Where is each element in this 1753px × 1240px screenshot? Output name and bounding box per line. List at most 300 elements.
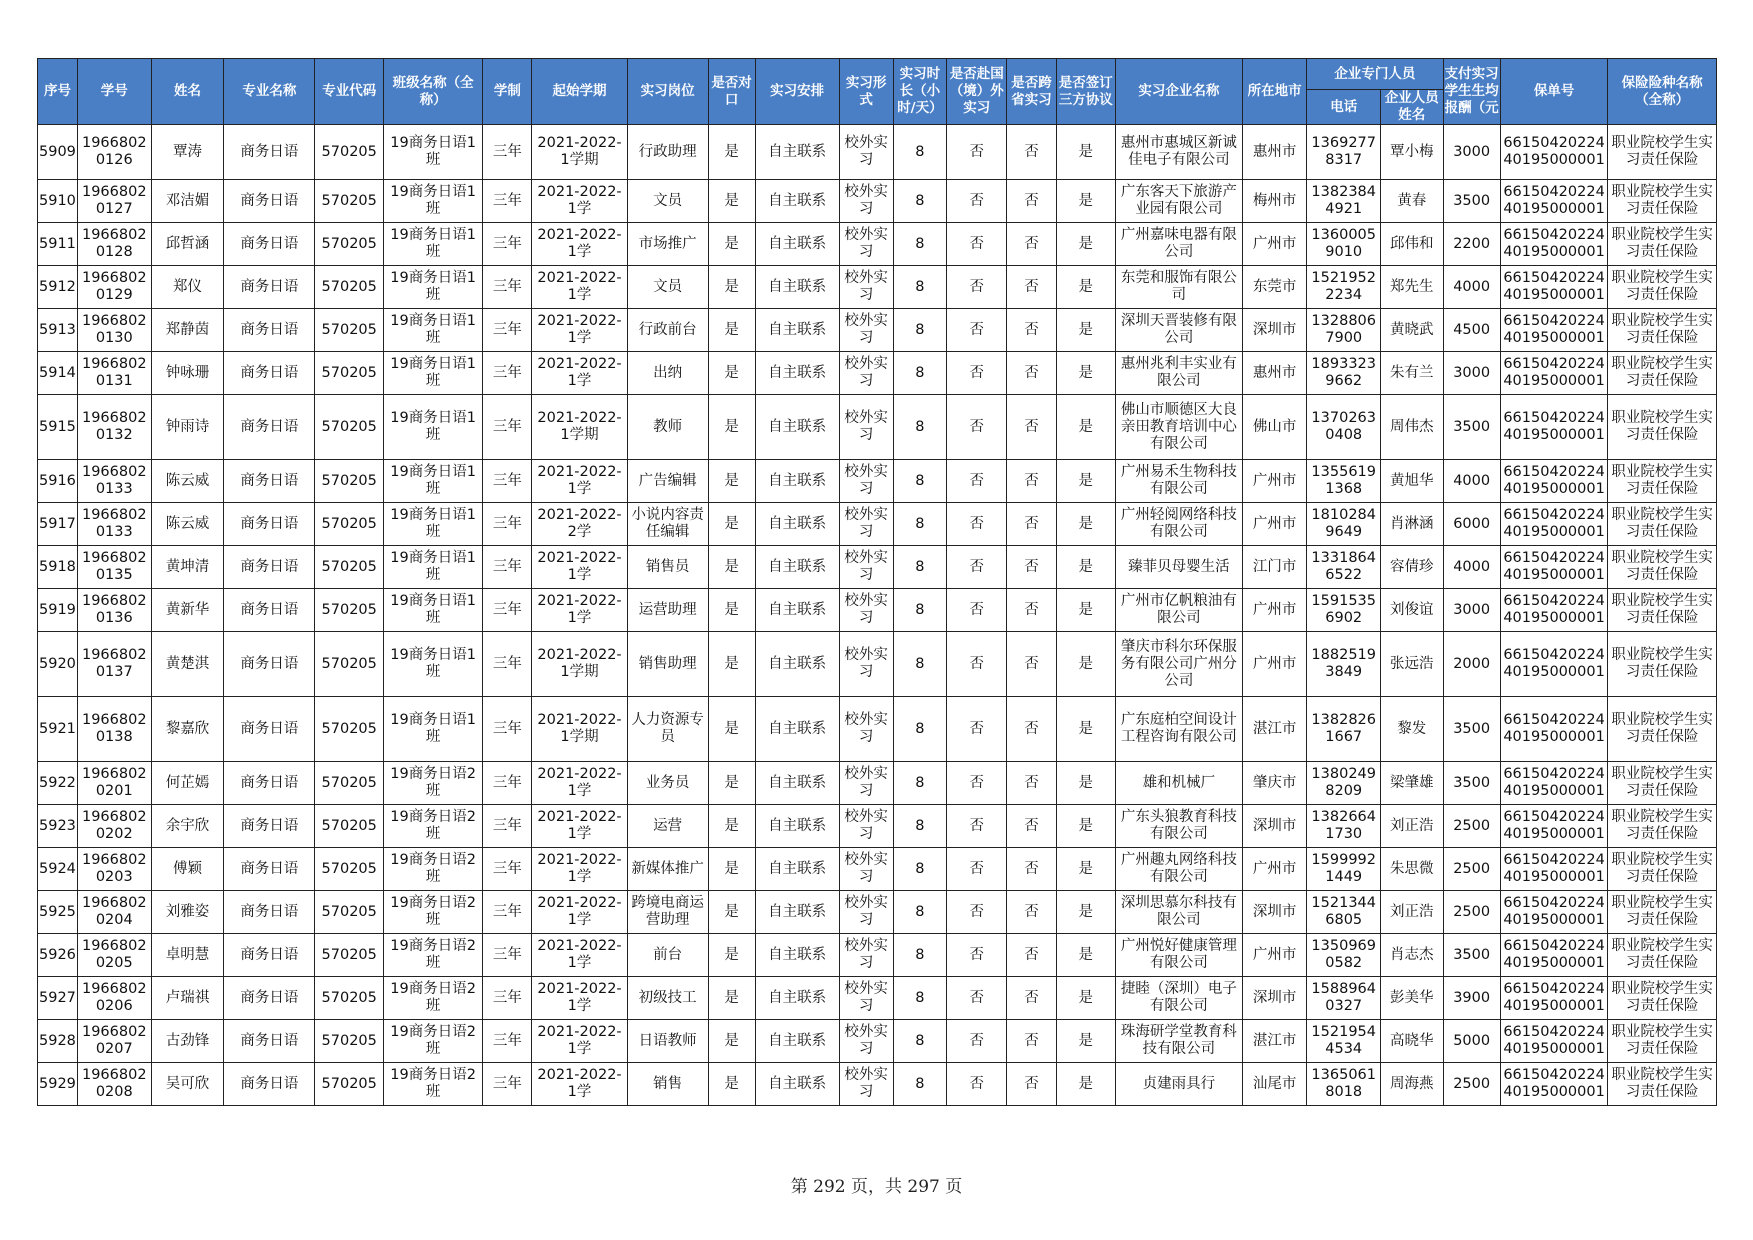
- duration-cell: 三年: [483, 546, 532, 589]
- position-cell: 小说内容责任编辑: [627, 503, 708, 546]
- class-cell: 19商务日语2班: [384, 934, 483, 977]
- staff-name-cell: 朱有兰: [1381, 352, 1443, 395]
- class-cell: 19商务日语2班: [384, 848, 483, 891]
- student-id-cell: 19668020130: [77, 309, 151, 352]
- table-row: [38, 503, 1717, 546]
- arrangement-cell: 自主联系: [755, 309, 839, 352]
- col-duration: 学制: [483, 59, 532, 125]
- city-cell: 广州市: [1242, 934, 1306, 977]
- form-cell: 校外实习: [839, 1020, 893, 1063]
- phone-cell: 13802498209: [1307, 762, 1381, 805]
- city-cell: 汕尾市: [1242, 1063, 1306, 1106]
- form-cell: 校外实习: [839, 503, 893, 546]
- cross-province-cell: 否: [1007, 125, 1056, 180]
- company-cell: 珠海研学堂教育科技有限公司: [1115, 1020, 1242, 1063]
- position-cell: 前台: [627, 934, 708, 977]
- class-cell: 19商务日语1班: [384, 309, 483, 352]
- student-id-cell: 19668020207: [77, 1020, 151, 1063]
- major-code-cell: 570205: [315, 848, 384, 891]
- insurance-cell: 职业院校学生实习责任保险: [1608, 125, 1717, 180]
- matched-cell: 是: [708, 266, 755, 309]
- insurance-cell: 职业院校学生实习责任保险: [1608, 503, 1717, 546]
- staff-name-cell: 容倩珍: [1381, 546, 1443, 589]
- name-cell: 陈云威: [151, 460, 224, 503]
- duration-cell: 三年: [483, 309, 532, 352]
- cross-province-cell: 否: [1007, 1020, 1056, 1063]
- col-insurance: 保险险种名称（全称）: [1608, 59, 1717, 125]
- duration-cell: 三年: [483, 1063, 532, 1106]
- matched-cell: 是: [708, 125, 755, 180]
- cross-province-cell: 否: [1007, 395, 1056, 460]
- table-row: [38, 848, 1717, 891]
- matched-cell: 是: [708, 1020, 755, 1063]
- name-cell: 何芷嫣: [151, 762, 224, 805]
- company-cell: 广州易禾生物科技有限公司: [1115, 460, 1242, 503]
- pay-cell: 2500: [1443, 848, 1500, 891]
- staff-name-cell: 郑先生: [1381, 266, 1443, 309]
- tripartite-cell: 是: [1056, 503, 1115, 546]
- matched-cell: 是: [708, 589, 755, 632]
- arrangement-cell: 自主联系: [755, 223, 839, 266]
- major-cell: 商务日语: [224, 395, 315, 460]
- staff-name-cell: 刘正浩: [1381, 805, 1443, 848]
- seq-cell: 5919: [38, 589, 78, 632]
- phone-cell: 13509690582: [1307, 934, 1381, 977]
- form-cell: 校外实习: [839, 223, 893, 266]
- policy-no-cell: 6615042022440195000001: [1500, 848, 1607, 891]
- seq-cell: 5915: [38, 395, 78, 460]
- major-code-cell: 570205: [315, 805, 384, 848]
- matched-cell: 是: [708, 352, 755, 395]
- arrangement-cell: 自主联系: [755, 460, 839, 503]
- phone-cell: 13823844921: [1307, 180, 1381, 223]
- major-code-cell: 570205: [315, 180, 384, 223]
- city-cell: 广州市: [1242, 632, 1306, 697]
- class-cell: 19商务日语1班: [384, 266, 483, 309]
- duration-cell: 三年: [483, 805, 532, 848]
- name-cell: 陈云威: [151, 503, 224, 546]
- company-cell: 广州嘉味电器有限公司: [1115, 223, 1242, 266]
- class-cell: 19商务日语1班: [384, 460, 483, 503]
- student-id-cell: 19668020206: [77, 977, 151, 1020]
- city-cell: 深圳市: [1242, 309, 1306, 352]
- tripartite-cell: 是: [1056, 180, 1115, 223]
- seq-cell: 5923: [38, 805, 78, 848]
- cross-province-cell: 否: [1007, 546, 1056, 589]
- position-cell: 广告编辑: [627, 460, 708, 503]
- city-cell: 广州市: [1242, 460, 1306, 503]
- position-cell: 人力资源专员: [627, 697, 708, 762]
- pay-cell: 3000: [1443, 125, 1500, 180]
- table-row: [38, 632, 1717, 697]
- matched-cell: 是: [708, 503, 755, 546]
- table-row: [38, 352, 1717, 395]
- form-cell: 校外实习: [839, 934, 893, 977]
- cross-province-cell: 否: [1007, 934, 1056, 977]
- form-cell: 校外实习: [839, 977, 893, 1020]
- phone-cell: 13600059010: [1307, 223, 1381, 266]
- insurance-cell: 职业院校学生实习责任保险: [1608, 1020, 1717, 1063]
- name-cell: 古劲锋: [151, 1020, 224, 1063]
- seq-cell: 5913: [38, 309, 78, 352]
- phone-cell: 18102849649: [1307, 503, 1381, 546]
- col-form: 实习形式: [839, 59, 893, 125]
- policy-no-cell: 6615042022440195000001: [1500, 891, 1607, 934]
- position-cell: 销售员: [627, 546, 708, 589]
- abroad-cell: 否: [947, 125, 1007, 180]
- table-row: [38, 589, 1717, 632]
- abroad-cell: 否: [947, 848, 1007, 891]
- matched-cell: 是: [708, 891, 755, 934]
- insurance-cell: 职业院校学生实习责任保险: [1608, 589, 1717, 632]
- table-row: [38, 891, 1717, 934]
- city-cell: 广州市: [1242, 848, 1306, 891]
- matched-cell: 是: [708, 180, 755, 223]
- form-cell: 校外实习: [839, 891, 893, 934]
- tripartite-cell: 是: [1056, 891, 1115, 934]
- company-cell: 佛山市顺德区大良亲田教育培训中心有限公司: [1115, 395, 1242, 460]
- hours-cell: 8: [893, 309, 946, 352]
- class-cell: 19商务日语1班: [384, 180, 483, 223]
- seq-cell: 5929: [38, 1063, 78, 1106]
- duration-cell: 三年: [483, 352, 532, 395]
- abroad-cell: 否: [947, 309, 1007, 352]
- arrangement-cell: 自主联系: [755, 632, 839, 697]
- hours-cell: 8: [893, 503, 946, 546]
- col-student-id: 学号: [77, 59, 151, 125]
- pay-cell: 3500: [1443, 395, 1500, 460]
- policy-no-cell: 6615042022440195000001: [1500, 309, 1607, 352]
- major-code-cell: 570205: [315, 266, 384, 309]
- form-cell: 校外实习: [839, 180, 893, 223]
- abroad-cell: 否: [947, 934, 1007, 977]
- company-cell: 广东头狼教育科技有限公司: [1115, 805, 1242, 848]
- major-cell: 商务日语: [224, 1020, 315, 1063]
- table-row: [38, 977, 1717, 1020]
- name-cell: 邱哲涵: [151, 223, 224, 266]
- student-id-cell: 19668020201: [77, 762, 151, 805]
- class-cell: 19商务日语2班: [384, 977, 483, 1020]
- city-cell: 湛江市: [1242, 1020, 1306, 1063]
- form-cell: 校外实习: [839, 309, 893, 352]
- matched-cell: 是: [708, 309, 755, 352]
- position-cell: 日语教师: [627, 1020, 708, 1063]
- policy-no-cell: 6615042022440195000001: [1500, 223, 1607, 266]
- tripartite-cell: 是: [1056, 460, 1115, 503]
- staff-name-cell: 肖志杰: [1381, 934, 1443, 977]
- matched-cell: 是: [708, 848, 755, 891]
- major-cell: 商务日语: [224, 697, 315, 762]
- abroad-cell: 否: [947, 632, 1007, 697]
- major-cell: 商务日语: [224, 848, 315, 891]
- cross-province-cell: 否: [1007, 1063, 1056, 1106]
- table-row: [38, 805, 1717, 848]
- major-code-cell: 570205: [315, 223, 384, 266]
- insurance-cell: 职业院校学生实习责任保险: [1608, 395, 1717, 460]
- table-row: [38, 309, 1717, 352]
- company-cell: 广州轻阅网络科技有限公司: [1115, 503, 1242, 546]
- major-cell: 商务日语: [224, 546, 315, 589]
- abroad-cell: 否: [947, 180, 1007, 223]
- position-cell: 销售助理: [627, 632, 708, 697]
- table-row: [38, 180, 1717, 223]
- student-id-cell: 19668020131: [77, 352, 151, 395]
- abroad-cell: 否: [947, 266, 1007, 309]
- major-cell: 商务日语: [224, 503, 315, 546]
- abroad-cell: 否: [947, 762, 1007, 805]
- cross-province-cell: 否: [1007, 309, 1056, 352]
- name-cell: 余宇欣: [151, 805, 224, 848]
- staff-name-cell: 黄晓武: [1381, 309, 1443, 352]
- policy-no-cell: 6615042022440195000001: [1500, 697, 1607, 762]
- cross-province-cell: 否: [1007, 977, 1056, 1020]
- pay-cell: 3500: [1443, 180, 1500, 223]
- col-staff-name: 企业人员姓名: [1381, 90, 1443, 125]
- student-id-cell: 19668020129: [77, 266, 151, 309]
- company-cell: 惠州市惠城区新诚佳电子有限公司: [1115, 125, 1242, 180]
- arrangement-cell: 自主联系: [755, 891, 839, 934]
- policy-no-cell: 6615042022440195000001: [1500, 1063, 1607, 1106]
- matched-cell: 是: [708, 762, 755, 805]
- insurance-cell: 职业院校学生实习责任保险: [1608, 762, 1717, 805]
- staff-name-cell: 覃小梅: [1381, 125, 1443, 180]
- cross-province-cell: 否: [1007, 589, 1056, 632]
- student-id-cell: 19668020127: [77, 180, 151, 223]
- position-cell: 运营助理: [627, 589, 708, 632]
- city-cell: 深圳市: [1242, 805, 1306, 848]
- name-cell: 黎嘉欣: [151, 697, 224, 762]
- duration-cell: 三年: [483, 977, 532, 1020]
- duration-cell: 三年: [483, 848, 532, 891]
- staff-name-cell: 肖淋涵: [1381, 503, 1443, 546]
- duration-cell: 三年: [483, 934, 532, 977]
- position-cell: 销售: [627, 1063, 708, 1106]
- major-code-cell: 570205: [315, 546, 384, 589]
- major-code-cell: 570205: [315, 1063, 384, 1106]
- student-id-cell: 19668020204: [77, 891, 151, 934]
- hours-cell: 8: [893, 632, 946, 697]
- insurance-cell: 职业院校学生实习责任保险: [1608, 266, 1717, 309]
- cross-province-cell: 否: [1007, 223, 1056, 266]
- phone-cell: 13828261667: [1307, 697, 1381, 762]
- insurance-cell: 职业院校学生实习责任保险: [1608, 891, 1717, 934]
- phone-cell: 15219544534: [1307, 1020, 1381, 1063]
- table-row: [38, 697, 1717, 762]
- major-code-cell: 570205: [315, 891, 384, 934]
- position-cell: 文员: [627, 180, 708, 223]
- arrangement-cell: 自主联系: [755, 352, 839, 395]
- company-cell: 广州趣丸网络科技有限公司: [1115, 848, 1242, 891]
- hours-cell: 8: [893, 460, 946, 503]
- abroad-cell: 否: [947, 546, 1007, 589]
- matched-cell: 是: [708, 546, 755, 589]
- policy-no-cell: 6615042022440195000001: [1500, 762, 1607, 805]
- company-cell: 深圳天晋装修有限公司: [1115, 309, 1242, 352]
- seq-cell: 5917: [38, 503, 78, 546]
- student-id-cell: 19668020138: [77, 697, 151, 762]
- pay-cell: 2500: [1443, 891, 1500, 934]
- arrangement-cell: 自主联系: [755, 805, 839, 848]
- duration-cell: 三年: [483, 503, 532, 546]
- cross-province-cell: 否: [1007, 266, 1056, 309]
- student-id-cell: 19668020133: [77, 503, 151, 546]
- matched-cell: 是: [708, 632, 755, 697]
- phone-cell: 13650618018: [1307, 1063, 1381, 1106]
- duration-cell: 三年: [483, 460, 532, 503]
- city-cell: 东莞市: [1242, 266, 1306, 309]
- name-cell: 钟雨诗: [151, 395, 224, 460]
- position-cell: 文员: [627, 266, 708, 309]
- col-phone: 电话: [1307, 90, 1381, 125]
- company-cell: 贞建雨具行: [1115, 1063, 1242, 1106]
- policy-no-cell: 6615042022440195000001: [1500, 546, 1607, 589]
- class-cell: 19商务日语2班: [384, 1020, 483, 1063]
- col-hours: 实习时长（小时/天）: [893, 59, 946, 125]
- company-cell: 雄和机械厂: [1115, 762, 1242, 805]
- col-seq: 序号: [38, 59, 78, 125]
- matched-cell: 是: [708, 805, 755, 848]
- term-cell: 2021-2022-1学: [532, 848, 627, 891]
- seq-cell: 5924: [38, 848, 78, 891]
- staff-name-cell: 周伟杰: [1381, 395, 1443, 460]
- policy-no-cell: 6615042022440195000001: [1500, 125, 1607, 180]
- tripartite-cell: 是: [1056, 223, 1115, 266]
- student-id-cell: 19668020136: [77, 589, 151, 632]
- duration-cell: 三年: [483, 589, 532, 632]
- pay-cell: 2500: [1443, 1063, 1500, 1106]
- insurance-cell: 职业院校学生实习责任保险: [1608, 697, 1717, 762]
- staff-name-cell: 邱伟和: [1381, 223, 1443, 266]
- phone-cell: 15213446805: [1307, 891, 1381, 934]
- pay-cell: 4000: [1443, 266, 1500, 309]
- tripartite-cell: 是: [1056, 395, 1115, 460]
- seq-cell: 5910: [38, 180, 78, 223]
- company-cell: 东莞和服饰有限公司: [1115, 266, 1242, 309]
- table-row: [38, 934, 1717, 977]
- tripartite-cell: 是: [1056, 977, 1115, 1020]
- insurance-cell: 职业院校学生实习责任保险: [1608, 805, 1717, 848]
- pay-cell: 3900: [1443, 977, 1500, 1020]
- phone-cell: 13288067900: [1307, 309, 1381, 352]
- city-cell: 梅州市: [1242, 180, 1306, 223]
- form-cell: 校外实习: [839, 352, 893, 395]
- seq-cell: 5916: [38, 460, 78, 503]
- seq-cell: 5926: [38, 934, 78, 977]
- student-id-cell: 19668020133: [77, 460, 151, 503]
- name-cell: 邓洁媚: [151, 180, 224, 223]
- major-code-cell: 570205: [315, 762, 384, 805]
- duration-cell: 三年: [483, 632, 532, 697]
- cross-province-cell: 否: [1007, 848, 1056, 891]
- cross-province-cell: 否: [1007, 460, 1056, 503]
- position-cell: 行政助理: [627, 125, 708, 180]
- major-cell: 商务日语: [224, 632, 315, 697]
- col-abroad: 是否赴国（境）外实习: [947, 59, 1007, 125]
- policy-no-cell: 6615042022440195000001: [1500, 460, 1607, 503]
- class-cell: 19商务日语2班: [384, 762, 483, 805]
- position-cell: 初级技工: [627, 977, 708, 1020]
- tripartite-cell: 是: [1056, 632, 1115, 697]
- term-cell: 2021-2022-1学: [532, 1020, 627, 1063]
- arrangement-cell: 自主联系: [755, 546, 839, 589]
- arrangement-cell: 自主联系: [755, 589, 839, 632]
- form-cell: 校外实习: [839, 266, 893, 309]
- position-cell: 跨境电商运营助理: [627, 891, 708, 934]
- form-cell: 校外实习: [839, 546, 893, 589]
- pay-cell: 3500: [1443, 697, 1500, 762]
- company-cell: 肇庆市科尔环保服务有限公司广州分公司: [1115, 632, 1242, 697]
- insurance-cell: 职业院校学生实习责任保险: [1608, 934, 1717, 977]
- page-footer: 第 292 页，共 297 页: [790, 1177, 963, 1197]
- term-cell: 2021-2022-1学: [532, 762, 627, 805]
- term-cell: 2021-2022-1学: [532, 460, 627, 503]
- duration-cell: 三年: [483, 125, 532, 180]
- term-cell: 2021-2022-1学: [532, 266, 627, 309]
- company-cell: 广东客天下旅游产业园有限公司: [1115, 180, 1242, 223]
- city-cell: 惠州市: [1242, 125, 1306, 180]
- hours-cell: 8: [893, 395, 946, 460]
- pay-cell: 4000: [1443, 460, 1500, 503]
- policy-no-cell: 6615042022440195000001: [1500, 632, 1607, 697]
- tripartite-cell: 是: [1056, 697, 1115, 762]
- col-group-enterprise-staff: 企业专门人员: [1307, 59, 1443, 90]
- phone-cell: 15889640327: [1307, 977, 1381, 1020]
- cross-province-cell: 否: [1007, 891, 1056, 934]
- policy-no-cell: 6615042022440195000001: [1500, 805, 1607, 848]
- seq-cell: 5911: [38, 223, 78, 266]
- class-cell: 19商务日语1班: [384, 223, 483, 266]
- cross-province-cell: 否: [1007, 805, 1056, 848]
- city-cell: 深圳市: [1242, 891, 1306, 934]
- cross-province-cell: 否: [1007, 180, 1056, 223]
- hours-cell: 8: [893, 848, 946, 891]
- major-code-cell: 570205: [315, 460, 384, 503]
- name-cell: 吴可欣: [151, 1063, 224, 1106]
- tripartite-cell: 是: [1056, 934, 1115, 977]
- col-class-name: 班级名称（全称）: [384, 59, 483, 125]
- student-id-cell: 19668020208: [77, 1063, 151, 1106]
- abroad-cell: 否: [947, 1063, 1007, 1106]
- phone-cell: 13826641730: [1307, 805, 1381, 848]
- name-cell: 傅颖: [151, 848, 224, 891]
- position-cell: 教师: [627, 395, 708, 460]
- tripartite-cell: 是: [1056, 266, 1115, 309]
- name-cell: 卢瑞祺: [151, 977, 224, 1020]
- abroad-cell: 否: [947, 503, 1007, 546]
- duration-cell: 三年: [483, 697, 532, 762]
- phone-cell: 15915356902: [1307, 589, 1381, 632]
- duration-cell: 三年: [483, 180, 532, 223]
- duration-cell: 三年: [483, 266, 532, 309]
- seq-cell: 5921: [38, 697, 78, 762]
- phone-cell: 15999921449: [1307, 848, 1381, 891]
- hours-cell: 8: [893, 125, 946, 180]
- duration-cell: 三年: [483, 891, 532, 934]
- seq-cell: 5914: [38, 352, 78, 395]
- seq-cell: 5922: [38, 762, 78, 805]
- pay-cell: 3500: [1443, 934, 1500, 977]
- pay-cell: 5000: [1443, 1020, 1500, 1063]
- term-cell: 2021-2022-1学: [532, 977, 627, 1020]
- table-header: [38, 59, 1717, 125]
- tripartite-cell: 是: [1056, 805, 1115, 848]
- term-cell: 2021-2022-1学期: [532, 697, 627, 762]
- col-position: 实习岗位: [627, 59, 708, 125]
- city-cell: 惠州市: [1242, 352, 1306, 395]
- col-pay: 支付实习学生生均报酬（元: [1443, 59, 1500, 125]
- arrangement-cell: 自主联系: [755, 762, 839, 805]
- city-cell: 广州市: [1242, 503, 1306, 546]
